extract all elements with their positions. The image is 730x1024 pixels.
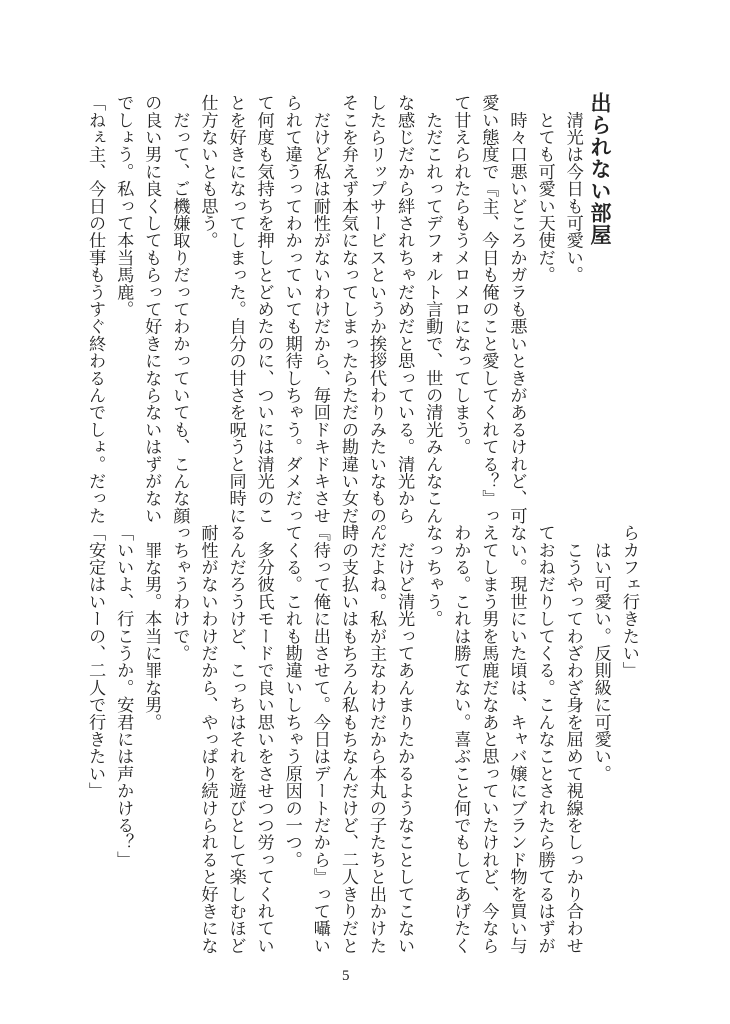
- text-line: 「安定はいーの、二人で行きたい」: [85, 524, 106, 800]
- text-line: 罪な男。本当に罪な男。: [141, 524, 162, 731]
- text-line: わかる。これは勝てない。喜ぶこと何でもしてあげたく: [450, 524, 471, 954]
- text-line: て何度も気持ちを押しとどめたのに、ついには清光のこ: [253, 94, 274, 524]
- text-line: はい可愛い。反則級に可愛い。: [590, 524, 611, 782]
- text-line: 「ねぇ主、今日の仕事もうすぐ終わるんでしょ。だった: [85, 94, 106, 524]
- text-line: なっちゃう。: [422, 524, 443, 628]
- text-line: の良い男に良くしてもらって好きにならないはずがない: [141, 94, 162, 524]
- text-line: えてしまう男を馬鹿だなあと思っていたけれど、今なら: [478, 524, 499, 954]
- text-line: 仕方ないとも思う。: [197, 94, 218, 249]
- text-line: てくる。これも勘違いしちゃう原因の一つ。: [281, 524, 302, 868]
- text-line: 「いいよ、行こうか。安君には声かける？」: [113, 524, 134, 868]
- text-line: な感じだから絆されちゃだめだと思っている。清光から: [394, 94, 415, 524]
- text-line: 愛い態度で『主、今日も俺のこと愛してくれてる？』っ: [478, 94, 499, 524]
- text-line: ておねだりしてくる。こんなことされたら勝てるはずが: [534, 524, 555, 954]
- text-line: るんだろうけど、こっちはそれを遊びとして楽しむほど: [225, 524, 246, 954]
- page-title: 出られない部屋: [588, 92, 613, 246]
- text-line: んだよね。私が主なわけだから本丸の子たちと出かけた: [366, 524, 387, 954]
- text-line: だって、ご機嫌取りだってわかっていても、こんな顔: [169, 94, 190, 524]
- text-line: ただこれってデフォルト言動で、世の清光みんなこん: [422, 94, 443, 524]
- text-line: て甘えられたらもうメロメロになってしまう。: [450, 94, 471, 456]
- text-line: らカフェ行きたい」: [618, 524, 639, 679]
- text-line: とを好きになってしまった。自分の甘さを呪うと同時に: [225, 94, 246, 524]
- text-line: したらリップサービスというか挨拶代わりみたいなもの。: [366, 94, 387, 542]
- text-line: だけど清光ってあんまりたかるようなことしてこない: [394, 524, 415, 954]
- text-line: 時々口悪いどころかガラも悪いときがあるけれど、可: [506, 94, 527, 524]
- text-line: 清光は今日も可愛い。: [562, 94, 583, 284]
- text-line: 時の支払いはもちろん私もちなんだけど、二人きりだと: [337, 524, 358, 954]
- text-line: そこを弁えず本気になってしまったらただの勘違い女だ。: [337, 94, 358, 542]
- text-line: だけど私は耐性がないわけだから、毎回ドキドキさせ: [309, 94, 330, 524]
- text-line: とても可愛い天使だ。: [534, 94, 555, 284]
- text-line: こうやってわざわざ身を屈めて視線をしっかり合わせ: [562, 524, 583, 954]
- text-block-top: [81, 94, 587, 542]
- text-line: 『待って俺に出させて。今日はデートだから』って囁い: [309, 524, 330, 954]
- page-number: 5: [342, 968, 350, 984]
- text-line: っちゃうわけで。: [169, 524, 190, 662]
- text-line: 耐性がないわけだから、やっぱり続けられると好きにな: [197, 524, 218, 954]
- text-line: ない。現世にいた頃は、キャバ嬢にブランド物を買い与: [506, 524, 527, 954]
- text-block-bottom: [81, 524, 643, 954]
- text-line: 多分彼氏モードで良い思いをさせつつ労ってくれてい: [253, 524, 274, 954]
- text-line: でしょう。私って本当馬鹿。: [113, 94, 134, 318]
- text-line: られて違うってわかっていても期待しちゃう。ダメだっ: [281, 94, 302, 524]
